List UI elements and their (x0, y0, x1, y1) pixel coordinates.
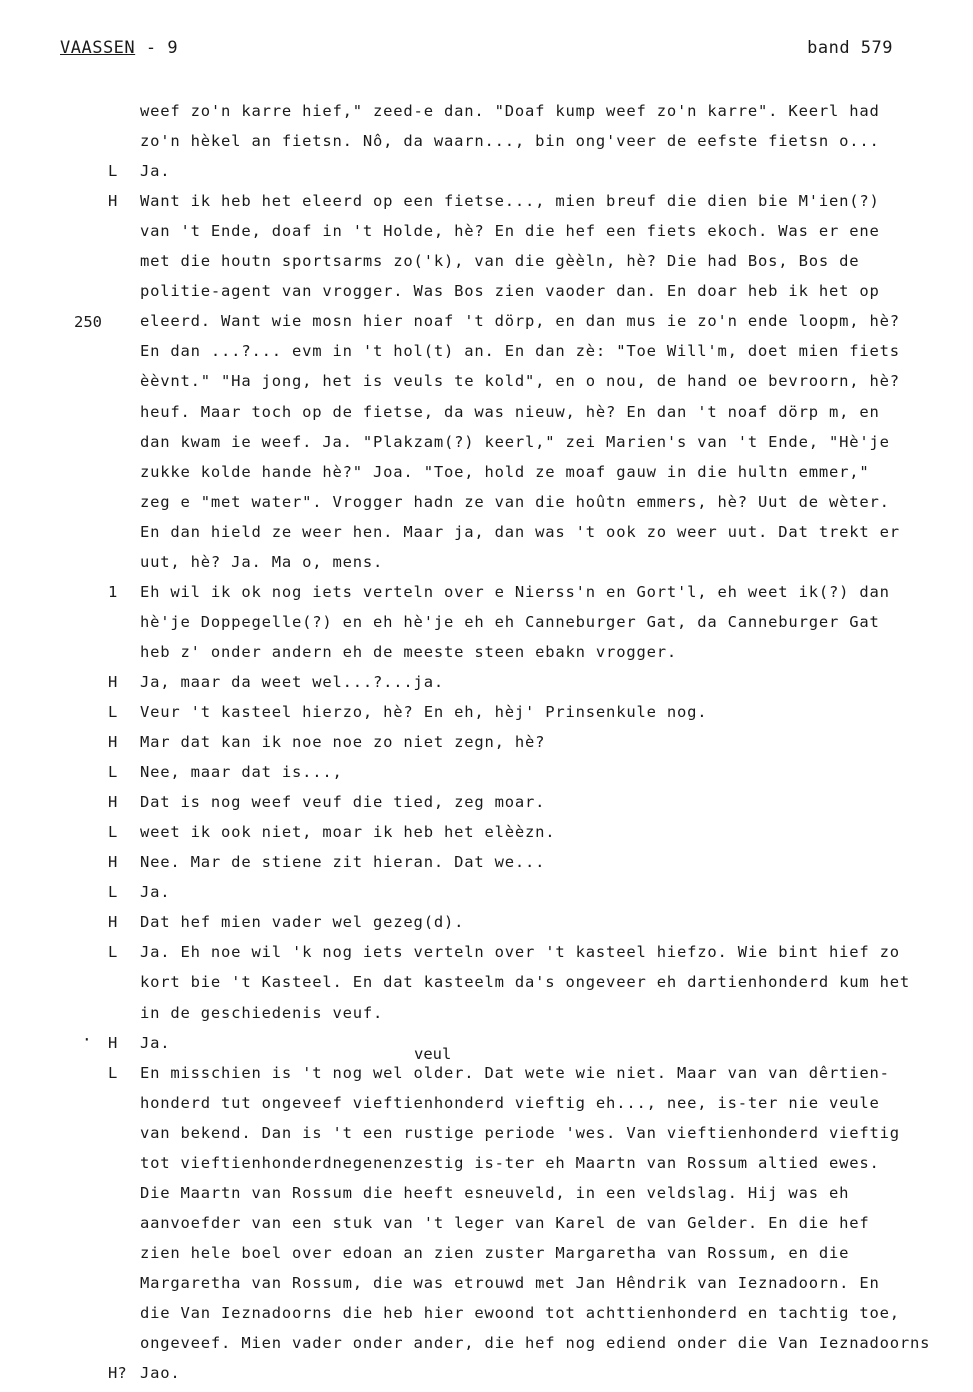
speaker-label: L (108, 1064, 118, 1082)
interlinear-insert: veul (414, 1045, 452, 1063)
header-band: band 579 (807, 38, 893, 58)
transcript-line: Ja. (140, 162, 171, 180)
speaker-label: H (108, 793, 118, 811)
transcript-line: zien hele boel over edoan an zien zuster Margaretha van Rossum, en die (140, 1244, 850, 1262)
speaker-label: H (108, 673, 118, 691)
transcript-line: zo'n hèkel an fietsn. Nô, da waarn..., bin ong'veer de eefste fietsn o... (140, 132, 880, 150)
transcript-line: dan kwam ie weef. Ja. "Plakzam(?) keerl," zei Marien's van 't Ende, "Hè'je (140, 433, 890, 451)
transcript-line: eleerd. Want wie mosn hier noaf 't dörp, en dan mus ie zo'n ende loopm, hè? (140, 312, 900, 330)
transcript-line: Want ik heb het eleerd op een fietse..., mien breuf die dien bie M'ien(?) (140, 192, 880, 210)
speaker-label: 1 (108, 583, 118, 601)
speaker-label: L (108, 943, 118, 961)
transcript-line: En misschien is 't nog wel older. Dat wete wie niet. Maar van van dêrtien- (140, 1064, 890, 1082)
speaker-label: L (108, 703, 118, 721)
speaker-label: H (108, 1034, 118, 1052)
transcript-line: heuf. Maar toch op de fietse, da was nieuw, hè? En dan 't noaf dörp m, en (140, 403, 880, 421)
transcript-line: Margaretha van Rossum, die was etrouwd met Jan Hêndrik van Ieznadoorn. En (140, 1274, 880, 1292)
speaker-label: H (108, 913, 118, 931)
header-place: VAASSEN (60, 38, 136, 58)
transcript-line: heb z' onder andern eh de meeste steen ebakn vrogger. (140, 643, 677, 661)
transcript-line: hè'je Doppegelle(?) en eh hè'je eh eh Canneburger Gat, da Canneburger Gat (140, 613, 880, 631)
header-page-number: - 9 (135, 38, 179, 58)
header-title (60, 38, 178, 58)
transcript-line: aanvoefder van een stuk van 't leger van Karel de van Gelder. En die hef (140, 1214, 870, 1232)
transcript-line: èèvnt." "Ha jong, het is veuls te kold", en o nou, de hand oe bevroorn, hè? (140, 372, 900, 390)
transcript-line: zeg e "met water". Vrogger hadn ze van die hoûtn emmers, hè? Uut de wèter. (140, 493, 890, 511)
margin-dot: · (82, 1030, 92, 1049)
transcript-line: Ja. (140, 883, 171, 901)
transcript-line: Veur 't kasteel hierzo, hè? En eh, hèj' Prinsenkule nog. (140, 703, 708, 721)
transcript-line: Mar dat kan ik noe noe zo niet zegn, hè? (140, 733, 546, 751)
transcript-line: met die houtn sportsarms zo('k), van die gèèln, hè? Die had Bos, Bos de (140, 252, 860, 270)
transcript-line: Ja, maar da weet wel...?...ja. (140, 673, 444, 691)
speaker-label: L (108, 763, 118, 781)
transcript-line: Dat hef mien vader wel gezeg(d). (140, 913, 465, 931)
transcript-line: Die Maartn van Rossum die heeft esneuveld, in een veldslag. Hij was eh (140, 1184, 850, 1202)
transcript-line: van 't Ende, doaf in 't Holde, hè? En die hef een fiets ekoch. Was er ene (140, 222, 880, 240)
transcript-line: kort bie 't Kasteel. En dat kasteelm da's ongeveer eh dartienhonderd kum het (140, 973, 911, 991)
transcript-line: honderd tut ongeveef vieftienhonderd vieftig eh..., nee, is-ter nie veule (140, 1094, 880, 1112)
transcript-line: Dat is nog weef veuf die tied, zeg moar. (140, 793, 546, 811)
transcript-line: Ja. (140, 1034, 171, 1052)
transcript-line: die Van Ieznadoorns die heb hier ewoond tot achttienhonderd en tachtig toe, (140, 1304, 900, 1322)
transcript-line: En dan ...?... evm in 't hol(t) an. En dan zè: "Toe Will'm, doet mien fiets (140, 342, 900, 360)
speaker-label: H? (108, 1364, 127, 1382)
transcript-line: van bekend. Dan is 't een rustige periode 'wes. Van vieftienhonderd vieftig (140, 1124, 900, 1142)
margin-line-number: 250 (74, 313, 102, 331)
transcript-line: uut, hè? Ja. Ma o, mens. (140, 553, 384, 571)
transcript-line: Eh wil ik ok nog iets verteln over e Nierss'n en Gort'l, eh weet ik(?) dan (140, 583, 890, 601)
transcript-line: politie-agent van vrogger. Was Bos zien vaoder dan. En doar heb ik het op (140, 282, 880, 300)
speaker-label: L (108, 162, 118, 180)
speaker-label: L (108, 883, 118, 901)
speaker-label: H (108, 853, 118, 871)
speaker-label: L (108, 823, 118, 841)
transcript-line: tot vieftienhonderdnegenenzestig is-ter eh Maartn van Rossum altied ewes. (140, 1154, 880, 1172)
transcript-line: in de geschiedenis veuf. (140, 1004, 384, 1022)
transcript-line: Nee, maar dat is..., (140, 763, 343, 781)
transcript-line: weet ik ook niet, moar ik heb het elèèzn. (140, 823, 556, 841)
transcript-line: Nee. Mar de stiene zit hieran. Dat we... (140, 853, 546, 871)
transcript-line: ongeveef. Mien vader onder ander, die hef nog ediend onder die Van Ieznadoorns (140, 1334, 931, 1352)
speaker-label: H (108, 192, 118, 210)
transcript-line: Jao. (140, 1364, 181, 1382)
transcript-line: zukke kolde hande hè?" Joa. "Toe, hold ze moaf gauw in die hultn emmer," (140, 463, 870, 481)
speaker-label: H (108, 733, 118, 751)
transcript-line: Ja. Eh noe wil 'k nog iets verteln over 't kasteel hiefzo. Wie bint hief zo (140, 943, 900, 961)
transcript-line: weef zo'n karre hief," zeed-e dan. "Doaf kump weef zo'n karre". Keerl had (140, 102, 880, 120)
transcript-line: En dan hield ze weer hen. Maar ja, dan was 't ook zo weer uut. Dat trekt er (140, 523, 900, 541)
